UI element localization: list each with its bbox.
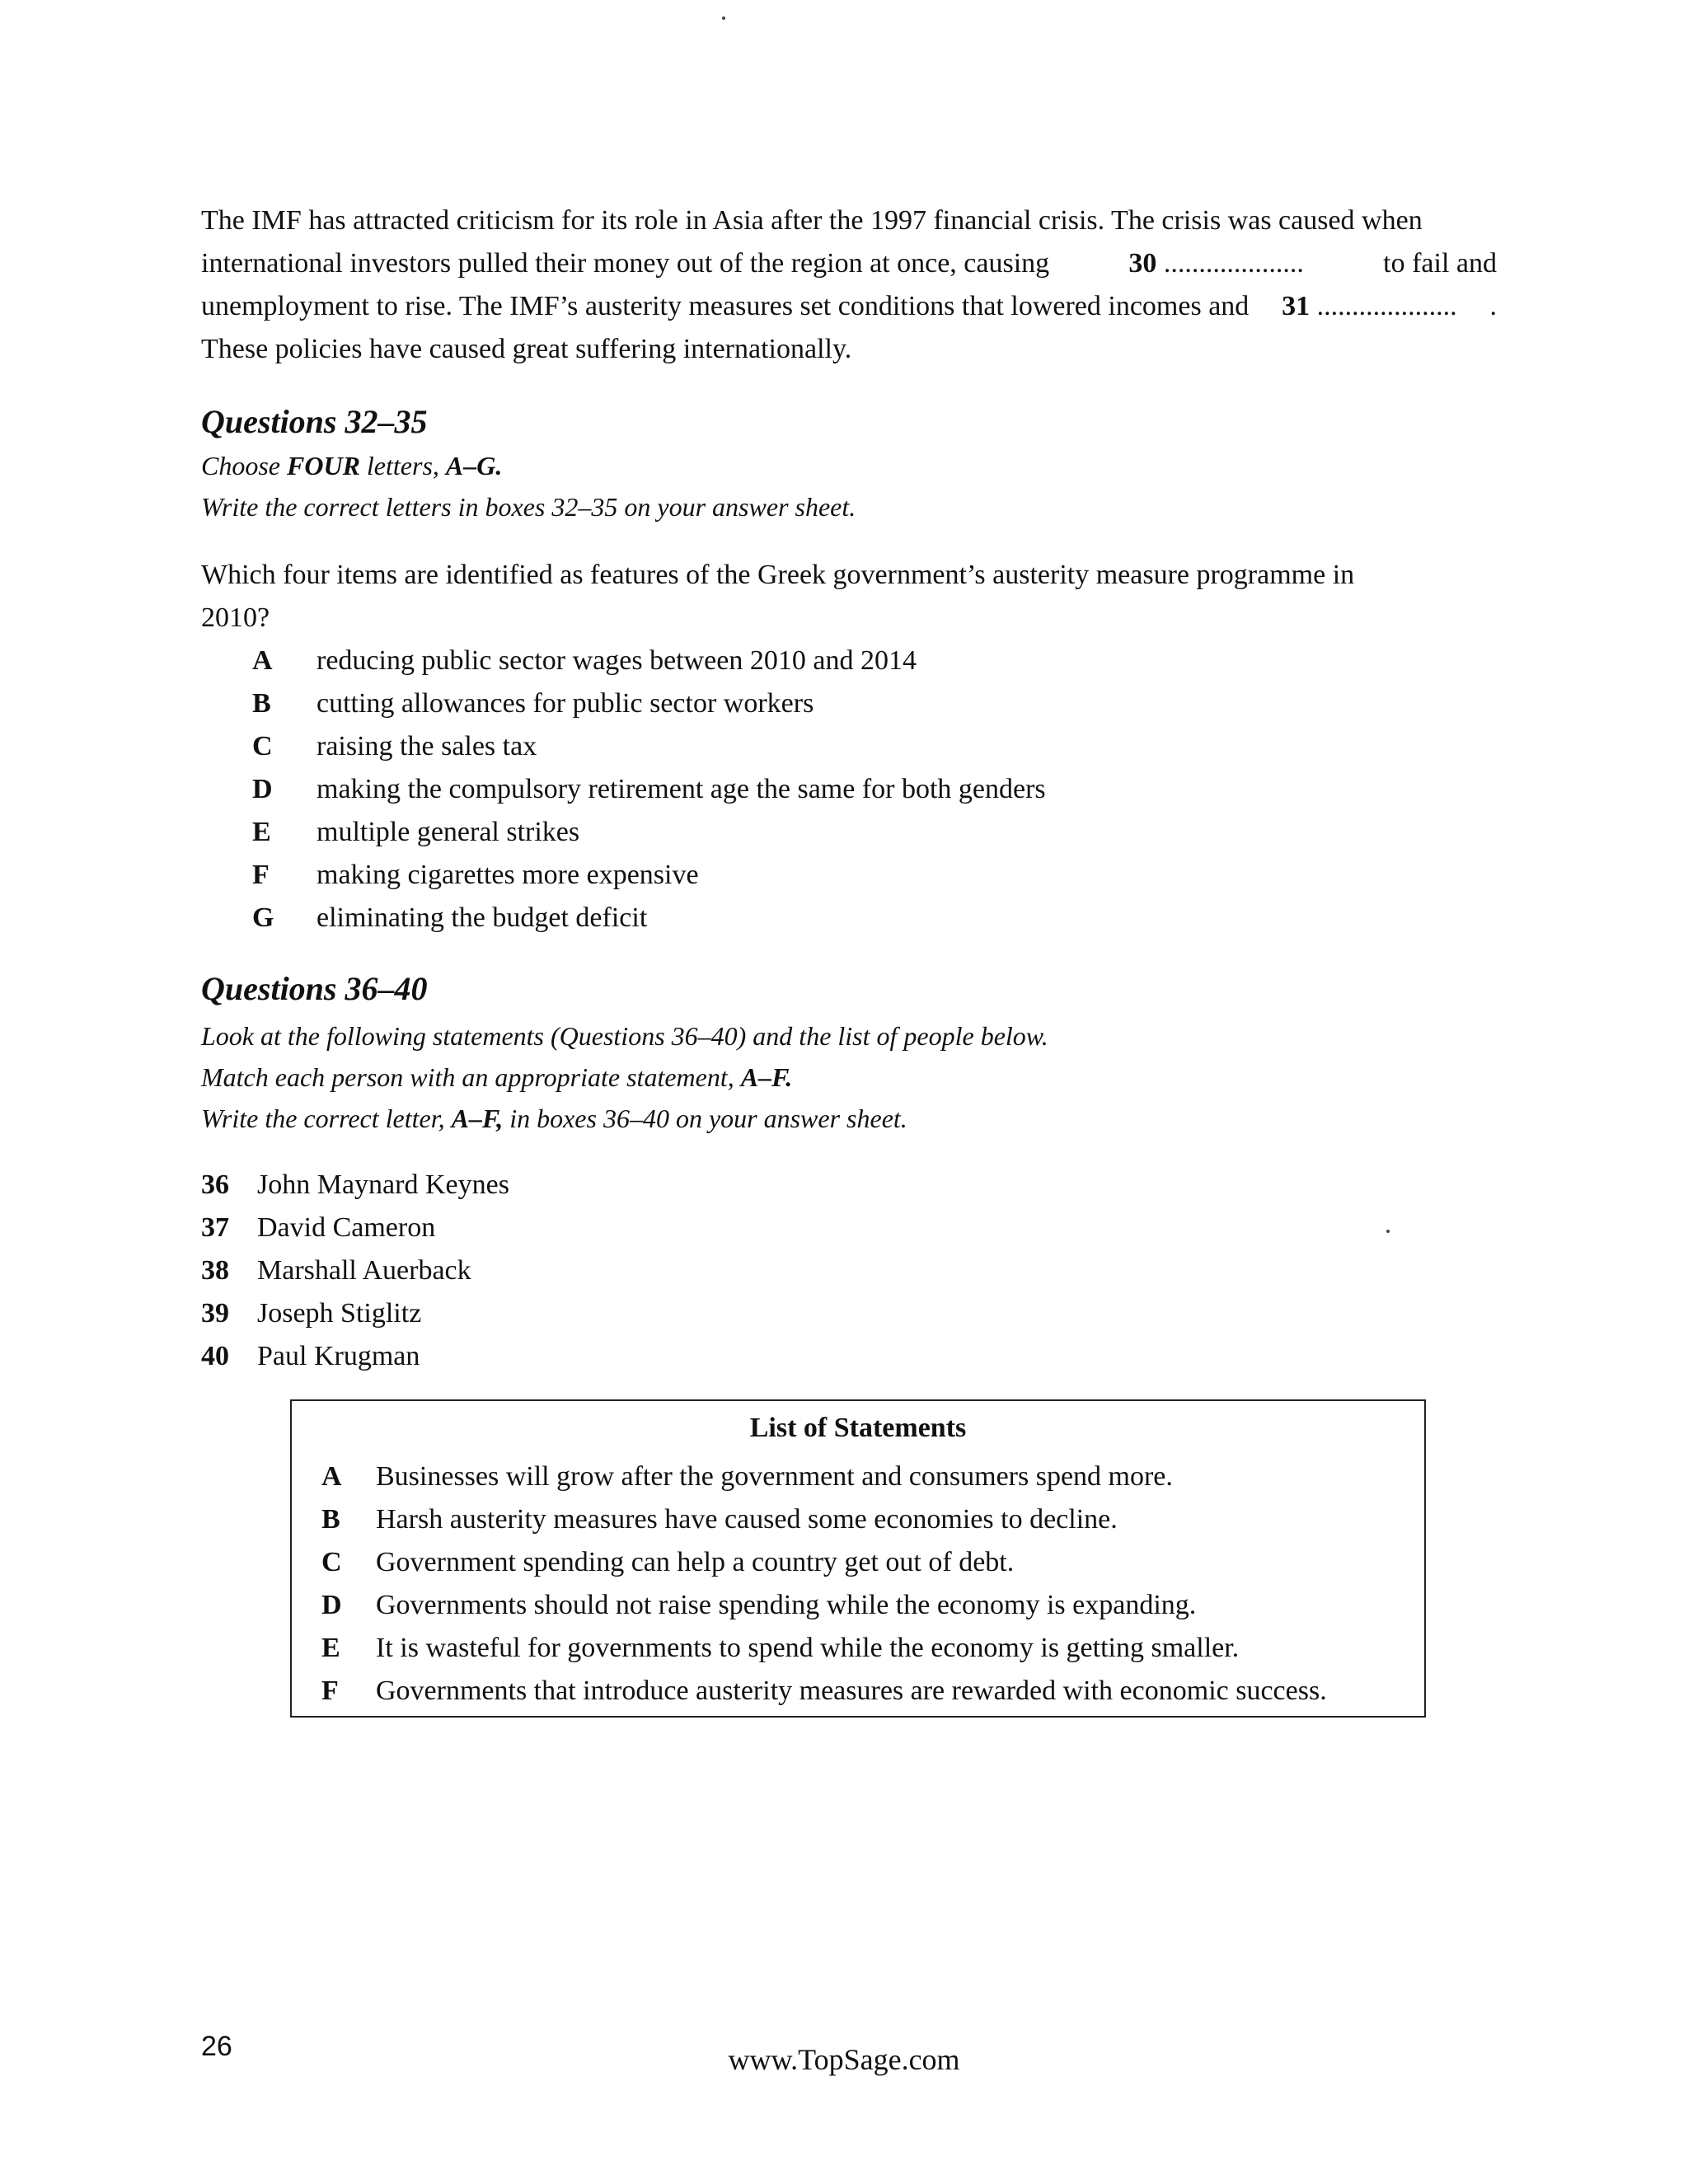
list-item: E It is wasteful for governments to spend while the economy is getting smaller. bbox=[321, 1633, 1240, 1663]
statements-box bbox=[290, 1399, 1426, 1718]
question-stem bbox=[201, 554, 1497, 640]
scan-speck bbox=[722, 16, 725, 20]
list-item: A Businesses will grow after the government and consumers spend more. bbox=[321, 1461, 1173, 1492]
list-item: 40 Paul Krugman bbox=[201, 1341, 420, 1371]
footer-url: www.TopSage.com bbox=[728, 2043, 960, 2076]
question-line-2: 2010? bbox=[201, 602, 270, 633]
statements-box-title: List of Statements bbox=[749, 1413, 967, 1443]
list-item: D Governments should not raise spending while the economy is expanding. bbox=[321, 1590, 1197, 1620]
section-instructions-32-35 bbox=[201, 445, 856, 527]
list-item: A reducing public sector wages between 2010 and 2014 bbox=[252, 645, 917, 676]
section-instructions-36-40 bbox=[201, 1015, 1048, 1139]
list-item: E multiple general strikes bbox=[252, 817, 580, 847]
section-heading-32-35: Questions 32–35 bbox=[201, 403, 428, 440]
list-item: F Governments that introduce austerity measures are rewarded with economic success. bbox=[321, 1675, 1327, 1706]
scan-speck bbox=[1386, 1230, 1390, 1233]
list-item: B Harsh austerity measures have caused some economies to decline. bbox=[321, 1504, 1118, 1535]
list-item: G eliminating the budget deficit bbox=[252, 902, 648, 933]
page-number: 26 bbox=[201, 2031, 232, 2062]
passage-line-2: international investors pulled their money out of the region at once, causing 30 .................... to fail and bbox=[201, 248, 1497, 279]
instruction-line: Write the correct letters in boxes 32–35 on your answer sheet. bbox=[201, 492, 856, 522]
passage-line-3: unemployment to rise. The IMF’s austerity measures set conditions that lowered incomes and 31 .................... . bbox=[201, 291, 1497, 321]
list-item: 39 Joseph Stiglitz bbox=[201, 1298, 422, 1329]
list-item: C Government spending can help a country get out of debt. bbox=[321, 1547, 1015, 1577]
list-item: 38 Marshall Auerback bbox=[201, 1255, 471, 1286]
question-line-1: Which four items are identified as features of the Greek government’s austerity measure programme in bbox=[201, 560, 1355, 590]
list-item: F making cigarettes more expensive bbox=[252, 860, 699, 890]
instruction-line: Choose FOUR letters, A–G. bbox=[201, 451, 503, 480]
passage-line-1: The IMF has attracted criticism for its role in Asia after the 1997 financial crisis. The crisis was caused when bbox=[201, 205, 1423, 236]
options-list bbox=[252, 640, 1046, 940]
gap-30-blank: .................... bbox=[1163, 248, 1304, 279]
list-item: C raising the sales tax bbox=[252, 731, 537, 762]
list-item: D making the compulsory retirement age the same for both genders bbox=[252, 774, 1046, 804]
gap-31-number: 31 bbox=[1282, 291, 1311, 321]
list-item: B cutting allowances for public sector workers bbox=[252, 688, 814, 719]
passage-line-4: These policies have caused great suffering internationally. bbox=[201, 334, 852, 364]
gap-30-number: 30 bbox=[1128, 248, 1157, 279]
passage bbox=[201, 199, 1497, 371]
section-heading-36-40: Questions 36–40 bbox=[201, 970, 428, 1007]
people-list bbox=[201, 1164, 509, 1378]
statements-list bbox=[321, 1455, 1327, 1713]
instruction-line: Write the correct letter, A–F, in boxes 36–40 on your answer sheet. bbox=[201, 1104, 907, 1133]
instruction-line: Look at the following statements (Questions 36–40) and the list of people below. bbox=[201, 1021, 1048, 1051]
list-item: 36 John Maynard Keynes bbox=[201, 1169, 509, 1200]
instruction-line: Match each person with an appropriate statement, A–F. bbox=[201, 1062, 793, 1092]
gap-31-blank: .................... bbox=[1316, 291, 1457, 321]
list-item: 37 David Cameron bbox=[201, 1212, 436, 1243]
